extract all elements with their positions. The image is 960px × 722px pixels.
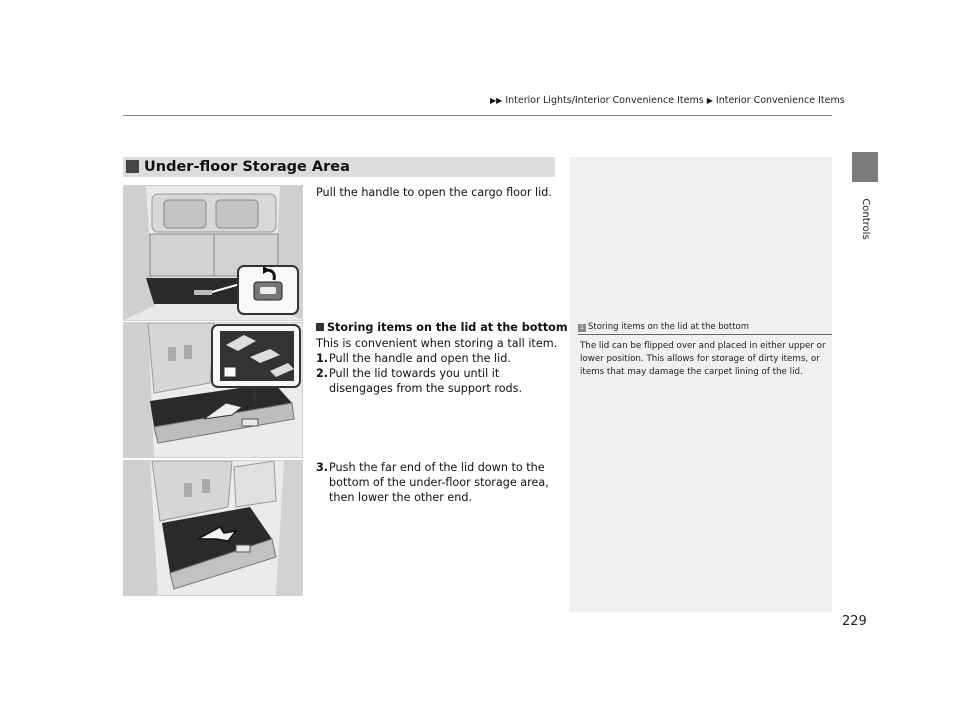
illustration-lower-lid	[123, 460, 303, 596]
subsection-title: Storing items on the lid at the bottom	[327, 321, 568, 334]
header-divider	[123, 115, 832, 116]
step-item	[316, 366, 556, 396]
step-item	[316, 460, 556, 505]
section-title: Under-floor Storage Area	[144, 159, 350, 175]
step-text: Pull the handle and open the lid.	[329, 352, 511, 365]
chapter-tab-marker	[852, 152, 878, 182]
side-note-heading	[578, 322, 749, 332]
cargo-floor-handle-illustration	[124, 186, 302, 320]
breadcrumb	[490, 95, 845, 106]
open-lid-instruction: Pull the handle to open the cargo floor lid.	[316, 186, 552, 199]
subsection-heading	[316, 321, 568, 334]
breadcrumb-level2[interactable]: Interior Convenience Items	[715, 95, 845, 106]
chapter-tab-label[interactable]: Controls	[860, 198, 871, 240]
subsection-intro: This is convenient when storing a tall item.	[316, 337, 558, 350]
side-note-title: Storing items on the lid at the bottom	[588, 322, 750, 332]
side-note-panel	[570, 157, 832, 612]
page-number: 229	[842, 614, 867, 629]
step-number: 1.	[316, 352, 329, 365]
step-number: 3.	[316, 461, 329, 474]
subsection-square-icon	[316, 323, 324, 331]
step-text: Push the far end of the lid down to the bottom of the under-floor storage area, then lower the other end.	[329, 461, 549, 504]
note-number-icon: 1	[578, 324, 586, 332]
section-header	[123, 157, 555, 177]
step-number: 2.	[316, 367, 329, 380]
lower-lid-illustration	[124, 461, 302, 595]
step-text: Pull the lid towards you until it disengages from the support rods.	[329, 367, 523, 395]
illustration-pull-lid	[123, 322, 303, 458]
section-square-icon	[126, 160, 139, 173]
breadcrumb-level1[interactable]: Interior Lights/Interior Convenience Items	[505, 95, 704, 106]
step-item	[316, 351, 556, 366]
illustration-open-cargo-floor	[123, 185, 303, 321]
pull-lid-illustration	[124, 323, 302, 457]
side-note-divider	[578, 334, 832, 335]
breadcrumb-arrow-icon: ▶	[706, 96, 713, 105]
breadcrumb-arrow-icon: ▶▶	[490, 96, 503, 105]
side-note-body: The lid can be flipped over and placed in either upper or lower position. This allows for storage of dirty items, or items that may damage the carpet lining of the lid.	[580, 341, 826, 377]
